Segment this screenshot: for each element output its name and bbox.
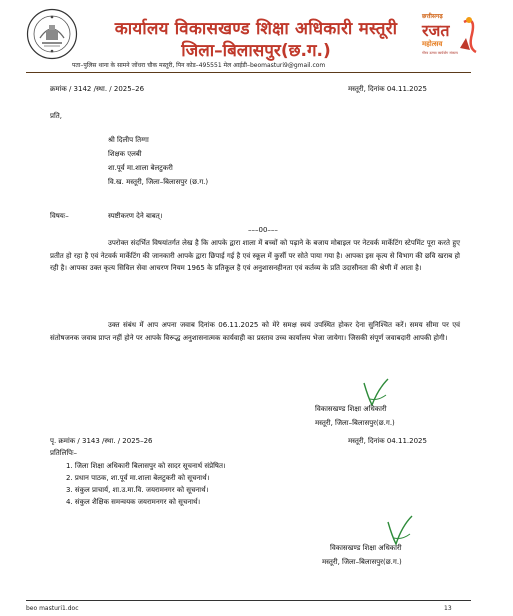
rajat-mahotsav-logo [420,8,482,60]
signature-2 [384,512,420,548]
body-paragraph-2-text: उक्त संबंध में आप अपना जवाब दिनांक 06.11.2025 को मेरे समक्ष स्वयं उपस्थित होकर देना सुनिश्चित करें। समय सीमा पर एवं संतोषजनक जवाब प्राप्त नहीं होने पर आपके विरूद्ध अनुशासनात्मक कार्यवाही का प्रस्ताव उच्च कार्यालय भेजा जायेगा। जिसकी संपूर्ण जवाबदारी आपकी होगी। [50,321,460,342]
endorsement-ref-number: पृ. क्रमांक / 3143 /स्था. / 2025–26 [50,437,153,445]
sign-designation-2: विकासखण्ड शिक्षा अधिकारी [330,544,402,552]
body-paragraph-1 [50,237,460,275]
recipient-name: श्री दिलीप तिग्गा [108,136,149,144]
recipient-address: वि.ख. मस्तूरी, जिला–बिलासपुर (छ.ग.) [108,178,209,186]
office-address [72,61,325,69]
body-paragraph-2 [50,319,460,344]
office-district: जिला–बिलासपुर(छ.ग.) [181,41,331,61]
sign-location-2: मस्तूरी, जिला–बिलासपुर(छ.ग.) [322,558,402,566]
recipient-designation: शिक्षक एलबी [108,150,142,158]
office-title: कार्यालय विकासखण्ड शिक्षा अधिकारी मस्तूरी [114,19,398,39]
logo-text-line2: रजत [422,21,450,40]
to-label: प्रति, [50,112,63,120]
sign-location-1: मस्तूरी, जिला–बिलासपुर(छ.ग.) [315,419,395,427]
logo-tagline: गौरव उत्सव कार्ययोग संकल्प [422,51,458,55]
sign-designation-1: विकासखण्ड शिक्षा अधिकारी [315,405,387,413]
recipient-block [108,136,208,187]
separator: –––00––– [248,226,278,234]
logo-text-line3: महोत्सव [422,40,443,48]
endorsement-date: मस्तूरी, दिनांक 04.11.2025 [348,437,427,445]
letter-date: मस्तूरी, दिनांक 04.11.2025 [348,85,427,93]
copy-item: 1. जिला शिक्षा अधिकारी बिलासपुर को सादर सूचनार्थ संप्रेषित। [66,462,226,470]
footer-filename: beo masturi1.doc [26,605,79,612]
footer-divider [26,600,471,601]
body-paragraph-1-text: उपरोक्त संदर्भित विषयांतर्गत लेख है कि आपके द्वारा शाला में बच्चों को पढ़ाने के बजाय मोबाइल पर नेटवर्क मार्केटिंग स्टेपमिंट पूरा करते हुए प्रतीत हो रहा है एवं नेटवर्क मार्केटिंग की जानकारी आपके द्वारा छिपाई गई है एवं स्कूल में कुर्सी पर सोते पाया गया है। आपका इस कृत्य से विभाग की छवि खराब हो रही है। आपका उक्त कृत्य सिविल सेवा आचरण नियम 1965 के प्रतिकूल है एवं अनुशासनहीनता एवं कर्तव्य के प्रति उदासीनता की श्रेणी में आता है। [50,239,460,272]
cg-emblem-logo [26,8,78,60]
recipient-school: शा.पूर्व मा.शाला बेलटुकरी [108,164,173,172]
address-text: पता–पुलिस थाना के सामने जोंधरा चौक मस्तूरी, पिन कोड–495551 मेल आईडी– [72,62,250,69]
copy-item: 4. संकुल शैक्षिक समन्वयक जयरामनगर को सूचनार्थ। [66,498,201,506]
footer-page-number: 13 [444,605,452,612]
copy-to-label: प्रतिलिपिः– [50,449,78,457]
letter-ref-number: क्रमांक / 3142 /स्था. / 2025–26 [50,85,145,93]
copy-item: 3. संकुल प्राचार्य, शा.उ.मा.वि. जयरामनगर को सूचनार्थ। [66,486,209,494]
subject-text: स्पष्टीकरण देने बाबत्। [108,212,163,220]
copy-item: 2. प्रधान पाठक, शा.पूर्व मा.शाला बेलटुकरी को सूचनार्थ। [66,474,210,482]
email-link[interactable]: beomasturi9@gmail.com [249,62,326,69]
copy-list [66,460,226,508]
logo-text-line1: छत्तीसगढ़ [422,13,443,20]
header-divider [26,72,471,73]
subject-label: विषयः– [50,212,69,220]
